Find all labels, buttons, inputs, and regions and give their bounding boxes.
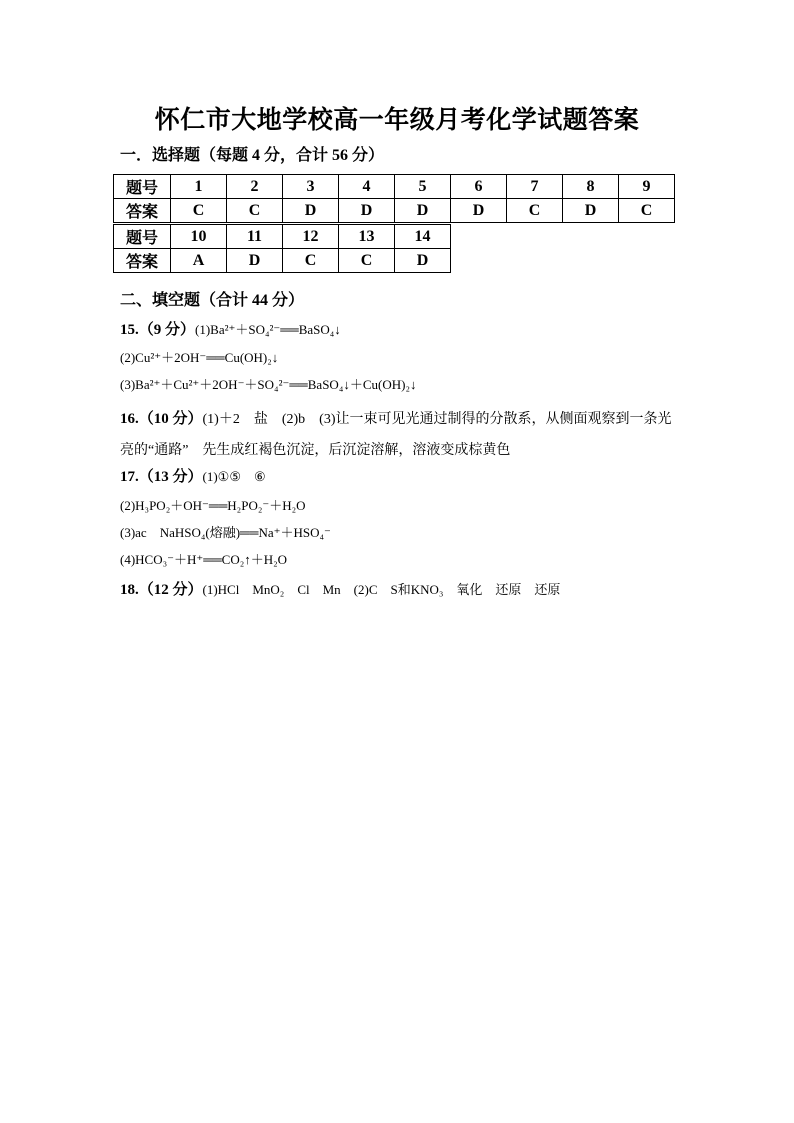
answer-17-line-1 (120, 465, 266, 486)
answer-cell: C (283, 249, 339, 273)
table-row-answers (114, 199, 675, 223)
question-number: 11 (227, 225, 283, 249)
answer-15-line-3: (3)Ba²⁺＋Cu²⁺＋2OH⁻＋SO₄²⁻══BaSO₄↓＋Cu(OH)₂↓ (120, 377, 417, 392)
question-number: 14 (395, 225, 451, 249)
answer-table-1 (113, 174, 675, 223)
question-number: 4 (339, 175, 395, 199)
answer-table-2 (113, 224, 451, 273)
answer-15-line-1 (120, 318, 341, 339)
answer-text: (1)①⑤ ⑥ (202, 469, 266, 484)
answer-cell: C (227, 199, 283, 223)
answer-cell: D (563, 199, 619, 223)
table-row-numbers (114, 225, 451, 249)
question-number: 3 (283, 175, 339, 199)
answer-text: (1)HCl MnO₂ Cl Mn (2)C S和KNO₃ 氧化 还原 还原 (202, 582, 561, 597)
answer-cell: C (507, 199, 563, 223)
answer-17-line-3: (3)ac NaHSO₄(熔融)══Na⁺＋HSO₄⁻ (120, 525, 331, 540)
table-row-numbers (114, 175, 675, 199)
question-number: 9 (619, 175, 675, 199)
answer-18-line-1 (120, 578, 560, 599)
answer-16-line-1 (120, 407, 672, 428)
answer-cell: D (395, 249, 451, 273)
row-label: 题号 (114, 175, 171, 199)
question-label: 18.（12 分） (120, 582, 203, 598)
document-title: 怀仁市大地学校高一年级月考化学试题答案 (154, 107, 640, 134)
question-number: 7 (507, 175, 563, 199)
question-number: 8 (563, 175, 619, 199)
question-number: 1 (171, 175, 227, 199)
answer-cell: D (395, 199, 451, 223)
answer-15-line-2: (2)Cu²⁺＋2OH⁻══Cu(OH)₂↓ (120, 350, 279, 365)
answer-cell: C (339, 249, 395, 273)
question-number: 10 (171, 225, 227, 249)
answer-cell: C (619, 199, 675, 223)
answer-cell: A (171, 249, 227, 273)
row-label: 答案 (114, 199, 171, 223)
row-label: 题号 (114, 225, 171, 249)
answer-cell: D (339, 199, 395, 223)
answer-17-line-4: (4)HCO₃⁻＋H⁺══CO₂↑＋H₂O (120, 552, 288, 567)
answer-text: (1)Ba²⁺＋SO₄²⁻══BaSO₄↓ (195, 322, 341, 337)
question-label: 16.（10 分） (120, 411, 203, 427)
question-number: 2 (227, 175, 283, 199)
answer-cell: D (451, 199, 507, 223)
answer-cell: D (227, 249, 283, 273)
question-number: 6 (451, 175, 507, 199)
answer-cell: C (171, 199, 227, 223)
row-label: 答案 (114, 249, 171, 273)
answer-cell: D (283, 199, 339, 223)
table-row-answers (114, 249, 451, 273)
answer-text: (1)＋2 盐 (2)b (3)让一束可见光通过制得的分散系，从侧面观察到一条光 (202, 412, 672, 427)
question-number: 12 (283, 225, 339, 249)
question-number: 5 (395, 175, 451, 199)
question-label: 15.（9 分） (120, 322, 196, 338)
question-label: 17.（13 分） (120, 469, 203, 485)
answer-17-line-2: (2)H₃PO₂＋OH⁻══H₂PO₂⁻＋H₂O (120, 498, 306, 513)
section-choice-heading: 一．选择题（每题 4 分，合计 56 分） (120, 147, 385, 164)
section-fill-heading: 二、填空题（合计 44 分） (120, 292, 305, 309)
question-number: 13 (339, 225, 395, 249)
answer-16-line-2: 亮的“通路” 先生成红褐色沉淀，后沉淀溶解，溶液变成棕黄色 (120, 443, 511, 458)
